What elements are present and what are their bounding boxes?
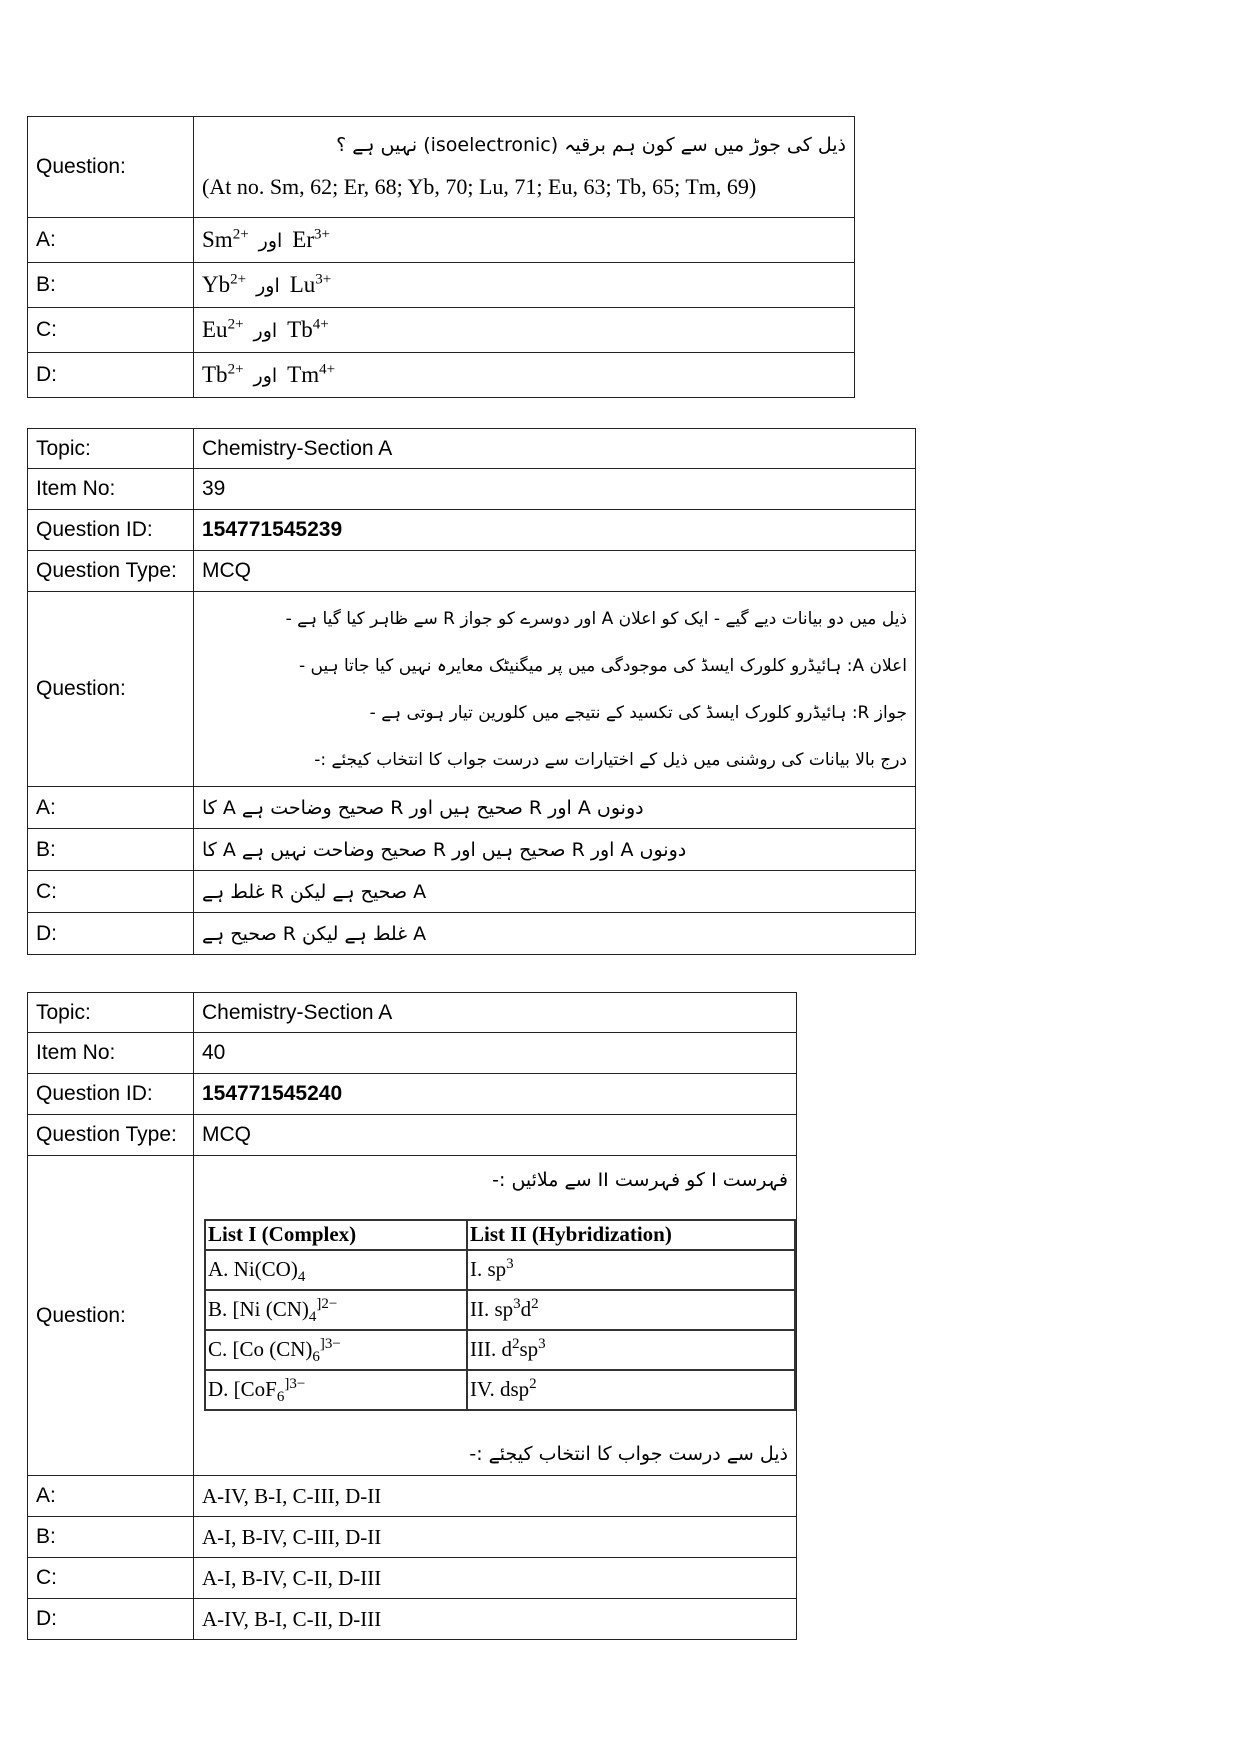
conjunction: اور xyxy=(253,320,278,342)
option-c-text: A-I, B-IV, C-II, D-III xyxy=(194,1558,797,1599)
item-no-value: 40 xyxy=(194,1033,797,1074)
question-id-label: Question ID: xyxy=(28,510,194,551)
option-left-ion: $Sm^{2+}$ xyxy=(202,226,249,252)
list-i-header: List I (Complex) xyxy=(205,1220,467,1250)
list-ii-item: I. $sp^3$ xyxy=(467,1250,795,1290)
question-block-38 xyxy=(27,116,855,398)
question-id-value: 154771545239 xyxy=(194,510,916,551)
option-right-ion: $Tb^{4+}$ xyxy=(287,316,329,342)
question-type-label: Question Type: xyxy=(28,551,194,592)
option-a-label: A: xyxy=(28,1476,194,1517)
question-atomic-numbers: (At no. Sm, 62; Er, 68; Yb, 70; Lu, 71; Eu, 63; Tb, 65; Tm, 69) xyxy=(202,174,757,199)
option-left-ion: $Tb^{2+}$ xyxy=(202,361,244,387)
option-b-label: B: xyxy=(28,829,194,871)
item-no-label: Item No: xyxy=(28,469,194,510)
list-ii-item: IV. dsp$^2$ xyxy=(467,1370,795,1410)
list-i-item: A. $Ni(CO)_4$ xyxy=(205,1250,467,1290)
question-intro: فہرست I کو فہرست II سے ملائیں :- xyxy=(492,1168,788,1191)
option-c-label: C: xyxy=(28,308,194,353)
list-i-item: B. [Ni $(CN)_4^{]2-}$ xyxy=(205,1290,467,1330)
list-row xyxy=(205,1250,795,1290)
question-cell xyxy=(194,1156,797,1476)
option-right-ion: $Tm^{4+}$ xyxy=(287,361,336,387)
question-label: Question: xyxy=(28,592,194,787)
option-d-label: D: xyxy=(28,913,194,955)
option-left-ion: $Yb^{2+}$ xyxy=(202,271,247,297)
option-b xyxy=(194,263,855,308)
topic-value: Chemistry-Section A xyxy=(194,993,797,1033)
option-b-label: B: xyxy=(28,263,194,308)
item-no-label: Item No: xyxy=(28,1033,194,1074)
conjunction: اور xyxy=(256,275,280,297)
option-d-label: D: xyxy=(28,353,194,398)
list-ii-header: List II (Hybridization) xyxy=(467,1220,795,1250)
question-label: Question: xyxy=(28,1156,194,1476)
question-block-40 xyxy=(27,992,797,1640)
option-c-label: C: xyxy=(28,1558,194,1599)
list-ii-item: II. $sp^3d^2$ xyxy=(467,1290,795,1330)
option-a xyxy=(194,218,855,263)
option-right-ion: $Lu^{3+}$ xyxy=(289,271,332,297)
list-header-row xyxy=(205,1220,795,1250)
option-d-text: A-IV, B-I, C-II, D-III xyxy=(194,1599,797,1640)
question-urdu-text: ذیل کی جوڑ میں سے کون ہم برقیہ (isoelectronic) نہیں ہے ؟ xyxy=(336,134,846,156)
question-line-intro: ذیل میں دو بیانات دیے گیے - ایک کو اعلان A اور دوسرے کو جواز R سے ظاہر کیا گیا ہے - xyxy=(285,609,907,629)
question-type-value: MCQ xyxy=(194,1115,797,1156)
question-id-value: 154771545240 xyxy=(194,1074,797,1115)
option-a-text: دونوں A اور R صحیح ہیں اور R صحیح وضاحت ہے A کا xyxy=(194,787,916,829)
question-cell xyxy=(194,117,855,218)
question-cell xyxy=(194,592,916,787)
option-b-text: A-I, B-IV, C-III, D-II xyxy=(194,1517,797,1558)
option-right-ion: $Er^{3+}$ xyxy=(292,226,330,252)
option-d xyxy=(194,353,855,398)
option-a-label: A: xyxy=(28,787,194,829)
option-a-label: A: xyxy=(28,218,194,263)
list-ii-item: III. $d^2sp^3$ xyxy=(467,1330,795,1370)
matching-list-table xyxy=(204,1219,796,1411)
list-i-item: C. [Co $(CN)_6^{]3-}$ xyxy=(205,1330,467,1370)
topic-label: Topic: xyxy=(28,993,194,1033)
question-type-value: MCQ xyxy=(194,551,916,592)
option-d-label: D: xyxy=(28,1599,194,1640)
question-block-39 xyxy=(27,428,916,955)
topic-label: Topic: xyxy=(28,429,194,469)
question-type-label: Question Type: xyxy=(28,1115,194,1156)
conjunction: اور xyxy=(253,365,278,387)
option-d-text: A غلط ہے لیکن R صحیح ہے xyxy=(194,913,916,955)
option-a-text: A-IV, B-I, C-III, D-II xyxy=(194,1476,797,1517)
list-row xyxy=(205,1330,795,1370)
option-left-ion: $Eu^{2+}$ xyxy=(202,316,244,342)
question-id-label: Question ID: xyxy=(28,1074,194,1115)
option-c xyxy=(194,308,855,353)
question-line-instruction: درج بالا بیانات کی روشنی میں ذیل کے اختیارات سے درست جواب کا انتخاب کیجئے :- xyxy=(314,750,907,770)
question-label: Question: xyxy=(28,117,194,218)
conjunction: اور xyxy=(258,230,283,252)
list-row xyxy=(205,1290,795,1330)
question-line-assertion: اعلان A: ہائیڈرو کلورک ایسڈ کی موجودگی میں پر میگنیٹک معایرہ نہیں کیا جاتا ہیں - xyxy=(298,656,907,676)
list-row xyxy=(205,1370,795,1410)
option-b-text: دونوں A اور R صحیح ہیں اور R صحیح وضاحت نہیں ہے A کا xyxy=(194,829,916,871)
option-c-label: C: xyxy=(28,871,194,913)
option-c-text: A صحیح ہے لیکن R غلط ہے xyxy=(194,871,916,913)
topic-value: Chemistry-Section A xyxy=(194,429,916,469)
question-line-reason: جواز R: ہائیڈرو کلورک ایسڈ کی تکسید کے نتیجے میں کلورین تیار ہوتی ہے - xyxy=(369,703,907,723)
question-outro: ذیل سے درست جواب کا انتخاب کیجئے :- xyxy=(469,1442,788,1465)
item-no-value: 39 xyxy=(194,469,916,510)
option-b-label: B: xyxy=(28,1517,194,1558)
list-i-item: D. [CoF$_6^{]3-}$ xyxy=(205,1370,467,1410)
